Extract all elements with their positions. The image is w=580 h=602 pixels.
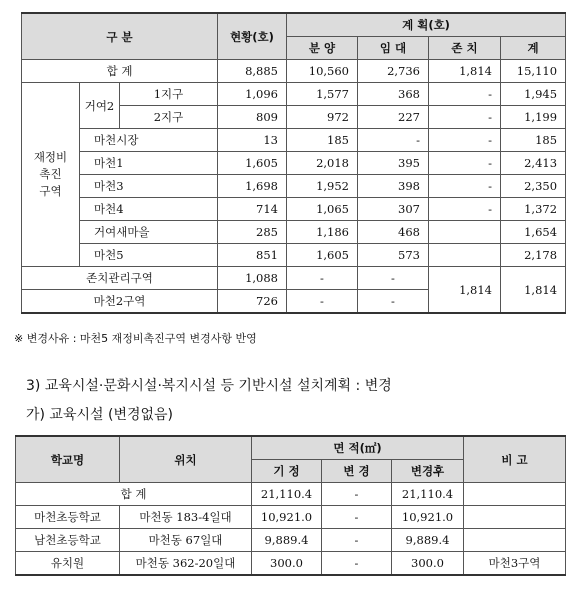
cell bbox=[464, 529, 566, 552]
row-label: 마천2구역 bbox=[22, 290, 218, 314]
table-row bbox=[16, 506, 566, 529]
cell bbox=[429, 221, 501, 244]
cell: 468 bbox=[358, 221, 429, 244]
cell: 10,560 bbox=[287, 60, 358, 83]
header-existing: 기 정 bbox=[252, 460, 322, 483]
cell: 285 bbox=[218, 221, 287, 244]
cell: 1,605 bbox=[218, 152, 287, 175]
cell: 300.0 bbox=[392, 552, 464, 576]
cell: - bbox=[322, 483, 392, 506]
header-total: 계 bbox=[501, 37, 566, 60]
row-label: 마천시장 bbox=[80, 129, 218, 152]
table-row bbox=[16, 552, 566, 576]
row-label: 존치관리구역 bbox=[22, 267, 218, 290]
header-status: 현황(호) bbox=[218, 13, 287, 60]
cell: 1,952 bbox=[287, 175, 358, 198]
table-row bbox=[16, 529, 566, 552]
cell: 1,945 bbox=[501, 83, 566, 106]
header-school: 학교명 bbox=[16, 436, 120, 483]
total-label: 합 계 bbox=[22, 60, 218, 83]
table-row bbox=[22, 244, 566, 267]
cell: - bbox=[429, 152, 501, 175]
cell: 10,921.0 bbox=[252, 506, 322, 529]
cell: 1,814 bbox=[501, 267, 566, 314]
school-name: 유치원 bbox=[16, 552, 120, 576]
cell: 21,110.4 bbox=[392, 483, 464, 506]
cell: - bbox=[287, 267, 358, 290]
cell: 1,065 bbox=[287, 198, 358, 221]
cell: 1,814 bbox=[429, 267, 501, 314]
cell: - bbox=[287, 290, 358, 314]
housing-supply-table bbox=[21, 12, 566, 314]
header-location: 위치 bbox=[120, 436, 252, 483]
cell: - bbox=[358, 290, 429, 314]
cell: 300.0 bbox=[252, 552, 322, 576]
cell: 185 bbox=[501, 129, 566, 152]
cell: - bbox=[429, 198, 501, 221]
cell: 1,186 bbox=[287, 221, 358, 244]
cell: 1,814 bbox=[429, 60, 501, 83]
education-facility-table bbox=[15, 435, 566, 576]
school-location: 마천동 67일대 bbox=[120, 529, 252, 552]
cell: 9,889.4 bbox=[252, 529, 322, 552]
subsection-heading: 가) 교육시설 (변경없음) bbox=[26, 407, 174, 423]
cell bbox=[429, 244, 501, 267]
cell: 1,096 bbox=[218, 83, 287, 106]
cell: 1,654 bbox=[501, 221, 566, 244]
cell: - bbox=[322, 552, 392, 576]
change-reason-note: ※ 변경사유 : 마천5 재정비촉진구역 변경사항 반영 bbox=[14, 332, 257, 345]
table-row bbox=[22, 175, 566, 198]
cell: 2,178 bbox=[501, 244, 566, 267]
header-rent: 임 대 bbox=[358, 37, 429, 60]
row-label: 마천3 bbox=[80, 175, 218, 198]
cell: 972 bbox=[287, 106, 358, 129]
cell: 1,372 bbox=[501, 198, 566, 221]
cell: 2,736 bbox=[358, 60, 429, 83]
geoyeo2-label: 거여2 bbox=[80, 83, 120, 129]
cell: 307 bbox=[358, 198, 429, 221]
cell: 227 bbox=[358, 106, 429, 129]
cell: 726 bbox=[218, 290, 287, 314]
cell: 15,110 bbox=[501, 60, 566, 83]
zone-label: 재정비 촉진 구역 bbox=[22, 83, 80, 267]
table-row bbox=[22, 83, 566, 106]
cell: 809 bbox=[218, 106, 287, 129]
header-plan: 계 획(호) bbox=[287, 13, 566, 37]
cell: 1,577 bbox=[287, 83, 358, 106]
row-label: 거여새마을 bbox=[80, 221, 218, 244]
cell: 1,605 bbox=[287, 244, 358, 267]
table-row bbox=[22, 60, 566, 83]
table-row bbox=[22, 198, 566, 221]
cell: 1,698 bbox=[218, 175, 287, 198]
table-row bbox=[22, 267, 566, 290]
header-change: 변 경 bbox=[322, 460, 392, 483]
header-category: 구 분 bbox=[22, 13, 218, 60]
cell: 2,413 bbox=[501, 152, 566, 175]
cell: 마천3구역 bbox=[464, 552, 566, 576]
cell: 9,889.4 bbox=[392, 529, 464, 552]
table-row bbox=[22, 129, 566, 152]
row-label: 마천4 bbox=[80, 198, 218, 221]
cell: 1,088 bbox=[218, 267, 287, 290]
cell: 1,199 bbox=[501, 106, 566, 129]
cell bbox=[464, 506, 566, 529]
cell: 13 bbox=[218, 129, 287, 152]
school-location: 마천동 362-20일대 bbox=[120, 552, 252, 576]
cell: 21,110.4 bbox=[252, 483, 322, 506]
row-label: 마천5 bbox=[80, 244, 218, 267]
school-location: 마천동 183-4일대 bbox=[120, 506, 252, 529]
row-label: 마천1 bbox=[80, 152, 218, 175]
cell: - bbox=[429, 83, 501, 106]
header-sale: 분 양 bbox=[287, 37, 358, 60]
cell: 10,921.0 bbox=[392, 506, 464, 529]
cell: 395 bbox=[358, 152, 429, 175]
cell: - bbox=[322, 506, 392, 529]
cell: 398 bbox=[358, 175, 429, 198]
school-name: 남천초등학교 bbox=[16, 529, 120, 552]
cell: - bbox=[358, 129, 429, 152]
cell: - bbox=[429, 175, 501, 198]
cell: 8,885 bbox=[218, 60, 287, 83]
school-name: 마천초등학교 bbox=[16, 506, 120, 529]
cell: 2,350 bbox=[501, 175, 566, 198]
cell bbox=[464, 483, 566, 506]
cell: - bbox=[429, 129, 501, 152]
table-row bbox=[16, 483, 566, 506]
cell: - bbox=[429, 106, 501, 129]
header-after: 변경후 bbox=[392, 460, 464, 483]
header-note: 비 고 bbox=[464, 436, 566, 483]
header-area: 면 적(㎡) bbox=[252, 436, 464, 460]
cell: 851 bbox=[218, 244, 287, 267]
table-row bbox=[22, 152, 566, 175]
total-label: 합 계 bbox=[16, 483, 252, 506]
cell: 573 bbox=[358, 244, 429, 267]
cell: 368 bbox=[358, 83, 429, 106]
table-row bbox=[22, 221, 566, 244]
row-label: 2지구 bbox=[120, 106, 218, 129]
cell: 714 bbox=[218, 198, 287, 221]
cell: 185 bbox=[287, 129, 358, 152]
cell: 2,018 bbox=[287, 152, 358, 175]
cell: - bbox=[358, 267, 429, 290]
header-keep: 존 치 bbox=[429, 37, 501, 60]
cell: - bbox=[322, 529, 392, 552]
section-heading: 3) 교육시설·문화시설·복지시설 등 기반시설 설치계획 : 변경 bbox=[26, 378, 392, 394]
row-label: 1지구 bbox=[120, 83, 218, 106]
